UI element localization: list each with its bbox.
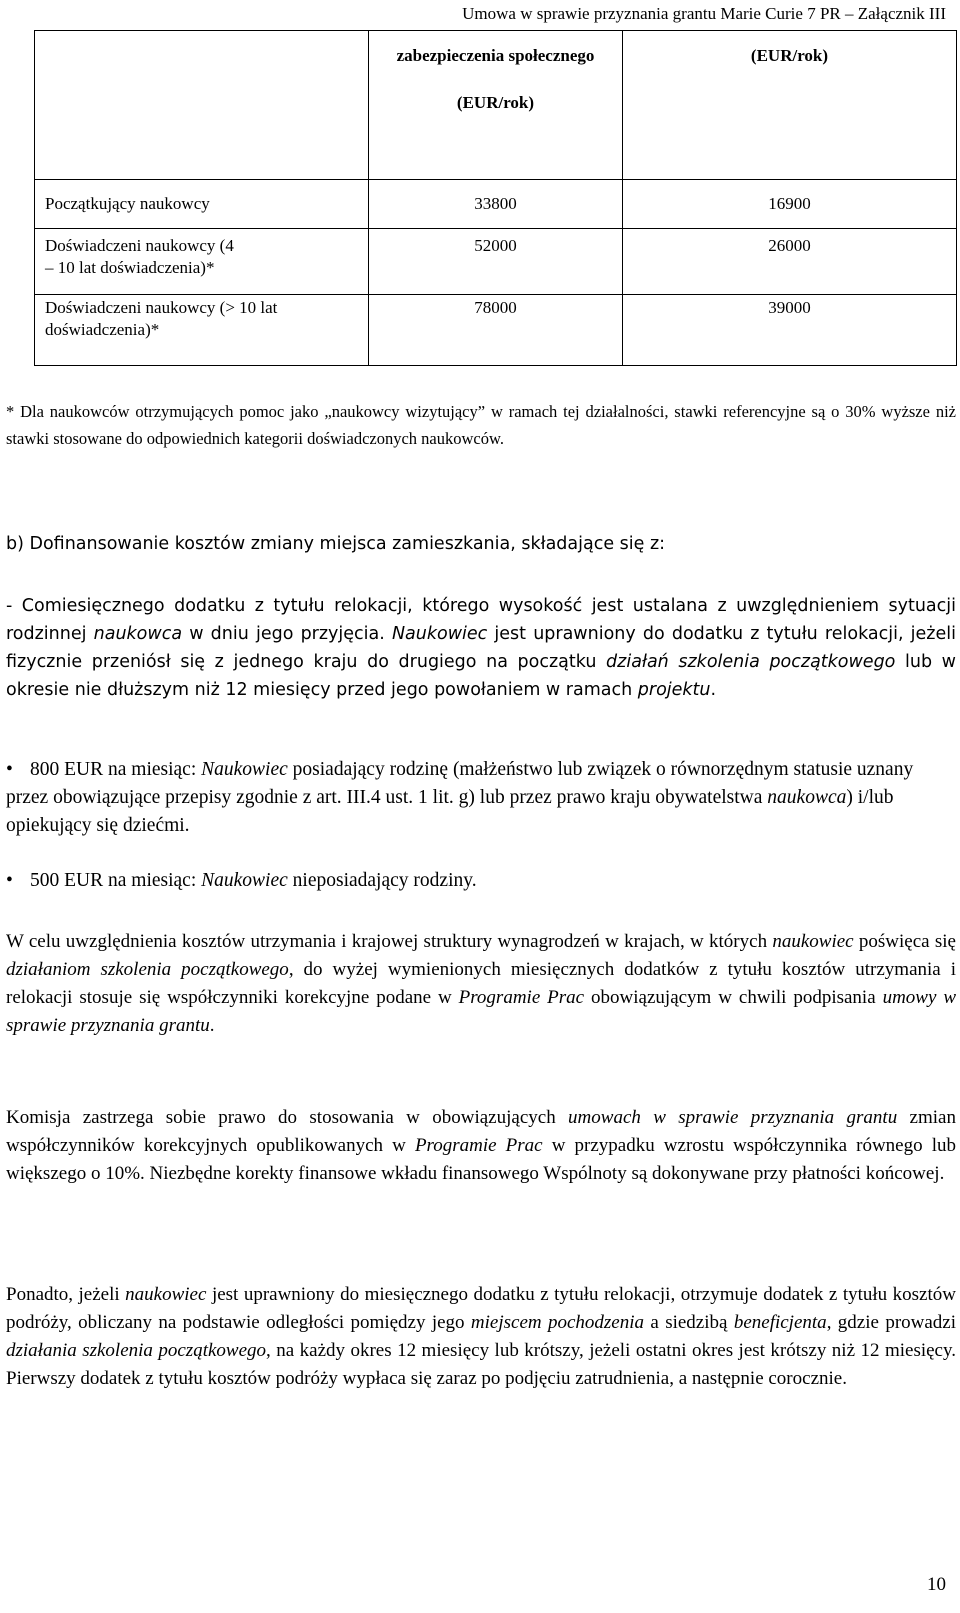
row-value-1: 52000 (474, 236, 517, 255)
header-col2-line1: zabezpieczenia społecznego (396, 46, 595, 65)
page-number: 10 (927, 1574, 946, 1595)
paragraph-travel-allowance: Ponadto, jeżeli naukowiec jest uprawniony do miesięcznego dodatku z tytułu relokacji, otrzymuje dodatek z tytułu kosztów podróży, obliczany na podstawie odległości pomiędzy jego miejscem pochodzenia a siedzibą beneficjenta, gdzie prowadzi działania szkolenia początkowego, na każdy okres 12 miesięcy lub krótszy, jeżeli ostatni okres jest krótszy niż 12 miesięcy. Pierwszy dodatek z tytułu kosztów podróży wypłaca się zaraz po podjęciu zatrudnienia, a następnie corocznie. (6, 1284, 957, 1389)
bullet-icon: • (6, 870, 13, 891)
section-b-paragraph: - Comiesięcznego dodatku z tytułu relokacji, którego wysokość jest ustalana z uwzględnieniem sytuacji rodzinnej naukowca w dniu jego przyjęcia. Naukowiec jest uprawniony do dodatku z tytułu relokacji, jeżeli fizycznie przeniósł się z jednego kraju do drugiego na początku działań szkolenia początkowego lub w okresie nie dłuższym niż 12 miesięcy przed jego powołaniem w ramach projektu. (6, 596, 956, 700)
header-col3-label: (EUR/rok) (750, 46, 829, 65)
row-value-1: 33800 (474, 194, 517, 213)
header-col2-line2: (EUR/rok) (456, 93, 535, 112)
row-label: Początkujący naukowcy (45, 194, 210, 213)
table-row (35, 295, 957, 366)
row-value-2: 39000 (768, 298, 811, 317)
row-value-2: 26000 (768, 236, 811, 255)
section-b-heading: b) Dofinansowanie kosztów zmiany miejsca zamieszkania, składające się z: (6, 534, 666, 554)
row-value-1: 78000 (474, 298, 517, 317)
page-header: Umowa w sprawie przyznania grantu Marie Curie 7 PR – Załącznik III (462, 4, 946, 23)
row-label-line2: doświadczenia)* (45, 320, 160, 339)
table-row (35, 180, 957, 229)
row-value-2: 16900 (768, 194, 811, 213)
paragraph-correction-coefficients: W celu uwzględnienia kosztów utrzymania i krajowej struktury wynagrodzeń w krajach, w których naukowiec poświęca się działaniom szkolenia początkowego, do wyżej wymienionych miesięcznych dodatków z tytułu kosztów utrzymania i relokacji stosuje się współczynniki korekcyjne podane w Programie Prac obowiązującym w chwili podpisania umowy w sprawie przyznania grantu. (6, 931, 957, 1036)
row-label-line1: Doświadczeni naukowcy (4 (45, 236, 234, 255)
row-label-line1: Doświadczeni naukowcy (> 10 lat (45, 298, 278, 317)
table-header-col2 (369, 31, 623, 180)
table-footnote: * Dla naukowców otrzymujących pomoc jako „naukowcy wizytujący” w ramach tej działalności, stawki referencyjne są o 30% wyższe niż stawki stosowane do odpowiednich kategorii doświadczonych naukowców. (6, 402, 956, 448)
table-header-row (35, 31, 957, 180)
bullet-icon: • (6, 759, 13, 780)
list-item: • 800 EUR na miesiąc: Naukowiec posiadający rodzinę (małżeństwo lub związek o równorzędnym statusie uznany przez obowiązujące przepisy zgodnie z art. III.4 ust. 1 lit. g) lub przez prawo kraju obywatelstwa naukowca) i/lub opiekujący się dziećmi. (6, 756, 956, 840)
table-header-empty (35, 31, 369, 180)
table-header-col3 (623, 31, 957, 180)
list-item: • 500 EUR na miesiąc: Naukowiec nieposiadający rodziny. (6, 867, 956, 895)
table-row (35, 229, 957, 295)
paragraph-commission-rights: Komisja zastrzega sobie prawo do stosowania w obowiązujących umowach w sprawie przyznania grantu zmian współczynników korekcyjnych opublikowanych w Programie Prac w przypadku wzrostu współczynnika równego lub większego o 10%. Niezbędne korekty finansowe wkładu finansowego Wspólnoty są dokonywane przy płatności końcowej. (6, 1107, 956, 1184)
reference-rates-table (34, 30, 957, 366)
row-label-line2: – 10 lat doświadczenia)* (45, 258, 215, 277)
